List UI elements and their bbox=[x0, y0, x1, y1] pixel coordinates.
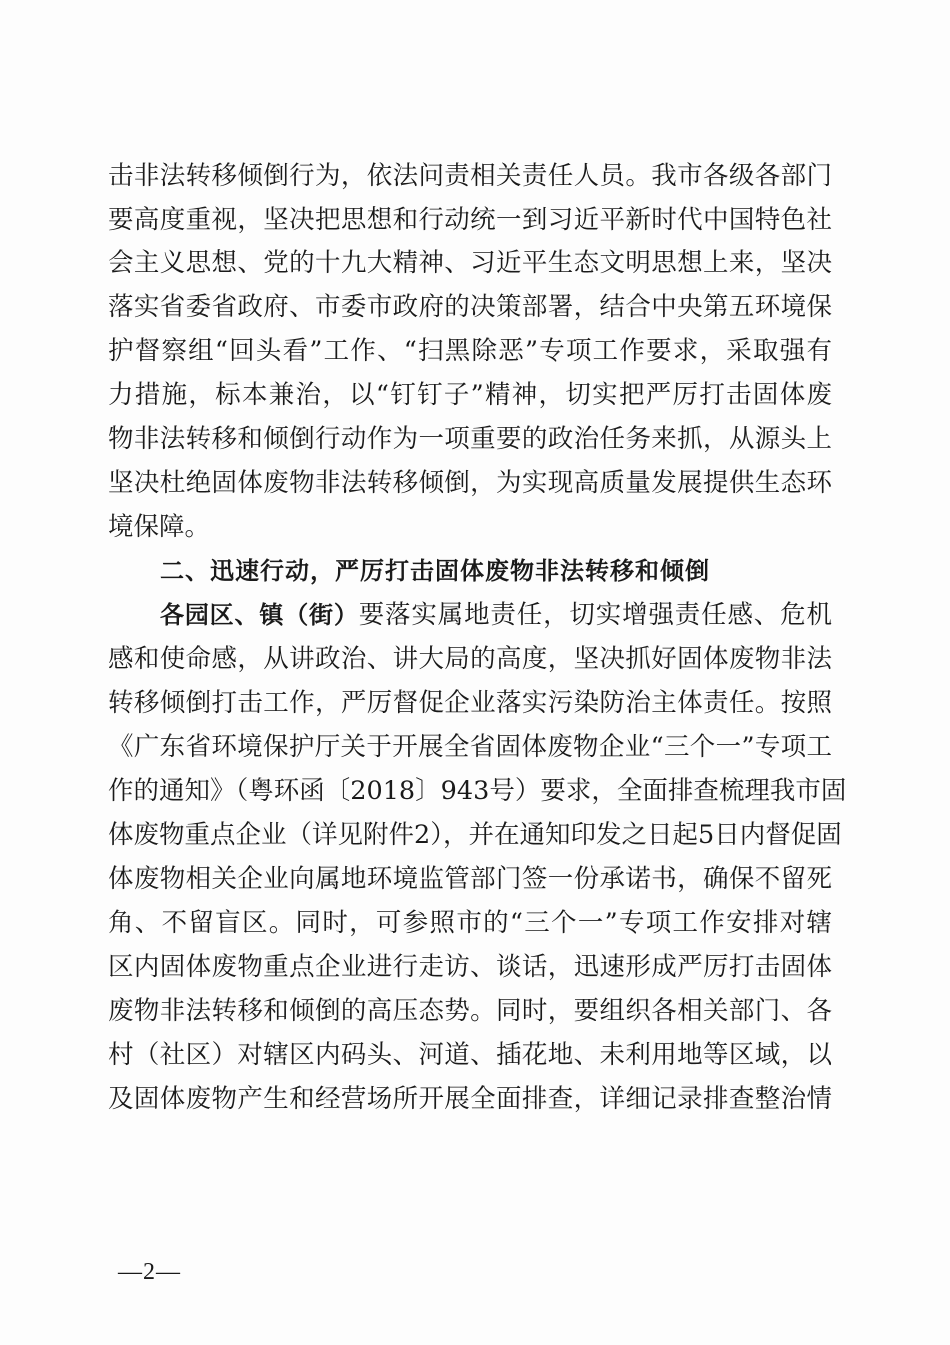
body-line: 区内固体废物重点企业进行走访、谈话，迅速形成严厉打击固体 bbox=[108, 952, 832, 982]
body-line: 物非法转移和倾倒行动作为一项重要的政治任务来抓，从源头上 bbox=[108, 424, 832, 454]
paragraph-lead-bold: 各园区、镇（街） bbox=[160, 601, 359, 629]
body-line: 境保障。 bbox=[108, 512, 211, 542]
paragraph-first-line-text: 要落实属地责任，切实增强责任感、危机 bbox=[358, 600, 832, 630]
body-line: 感和使命感，从讲政治、讲大局的高度，坚决抓好固体废物非法 bbox=[108, 644, 832, 674]
section-heading: 二、迅速行动，严厉打击固体废物非法转移和倾倒 bbox=[160, 557, 710, 585]
body-line: 体废物重点企业（详见附件2），并在通知印发之日起5日内督促固 bbox=[108, 820, 842, 850]
body-line: 作的通知》（粤环函〔2018〕943号）要求，全面排查梳理我市固 bbox=[108, 776, 847, 806]
body-line: 废物非法转移和倾倒的高压态势。同时，要组织各相关部门、各 bbox=[108, 996, 832, 1026]
body-line: 体废物相关企业向属地环境监管部门签一份承诺书，确保不留死 bbox=[108, 864, 832, 894]
body-line: 转移倾倒打击工作，严厉督促企业落实污染防治主体责任。按照 bbox=[108, 688, 832, 718]
body-line: 及固体废物产生和经营场所开展全面排查，详细记录排查整治情 bbox=[108, 1084, 832, 1114]
body-line: 力措施，标本兼治，以“钉钉子”精神，切实把严厉打击固体废 bbox=[108, 380, 832, 410]
paragraph-first-line bbox=[160, 597, 832, 633]
body-line: 击非法转移倾倒行为，依法问责相关责任人员。我市各级各部门 bbox=[108, 161, 832, 191]
body-line: 坚决杜绝固体废物非法转移倾倒，为实现高质量发展提供生态环 bbox=[108, 468, 832, 498]
body-line: 村（社区）对辖区内码头、河道、插花地、未利用地等区域，以 bbox=[108, 1040, 832, 1070]
body-line: 《广东省环境保护厅关于开展全省固体废物企业“三个一”专项工 bbox=[108, 732, 832, 762]
body-line: 要高度重视，坚决把思想和行动统一到习近平新时代中国特色社 bbox=[108, 205, 832, 235]
body-line: 落实省委省政府、市委市政府的决策部署，结合中央第五环境保 bbox=[108, 292, 832, 322]
body-line: 会主义思想、党的十九大精神、习近平生态文明思想上来，坚决 bbox=[108, 248, 832, 278]
body-line: 护督察组“回头看”工作、“扫黑除恶”专项工作要求，采取强有 bbox=[108, 336, 832, 366]
body-line: 角、不留盲区。同时，可参照市的“三个一”专项工作安排对辖 bbox=[108, 908, 832, 938]
page-number: —2— bbox=[118, 1259, 181, 1285]
